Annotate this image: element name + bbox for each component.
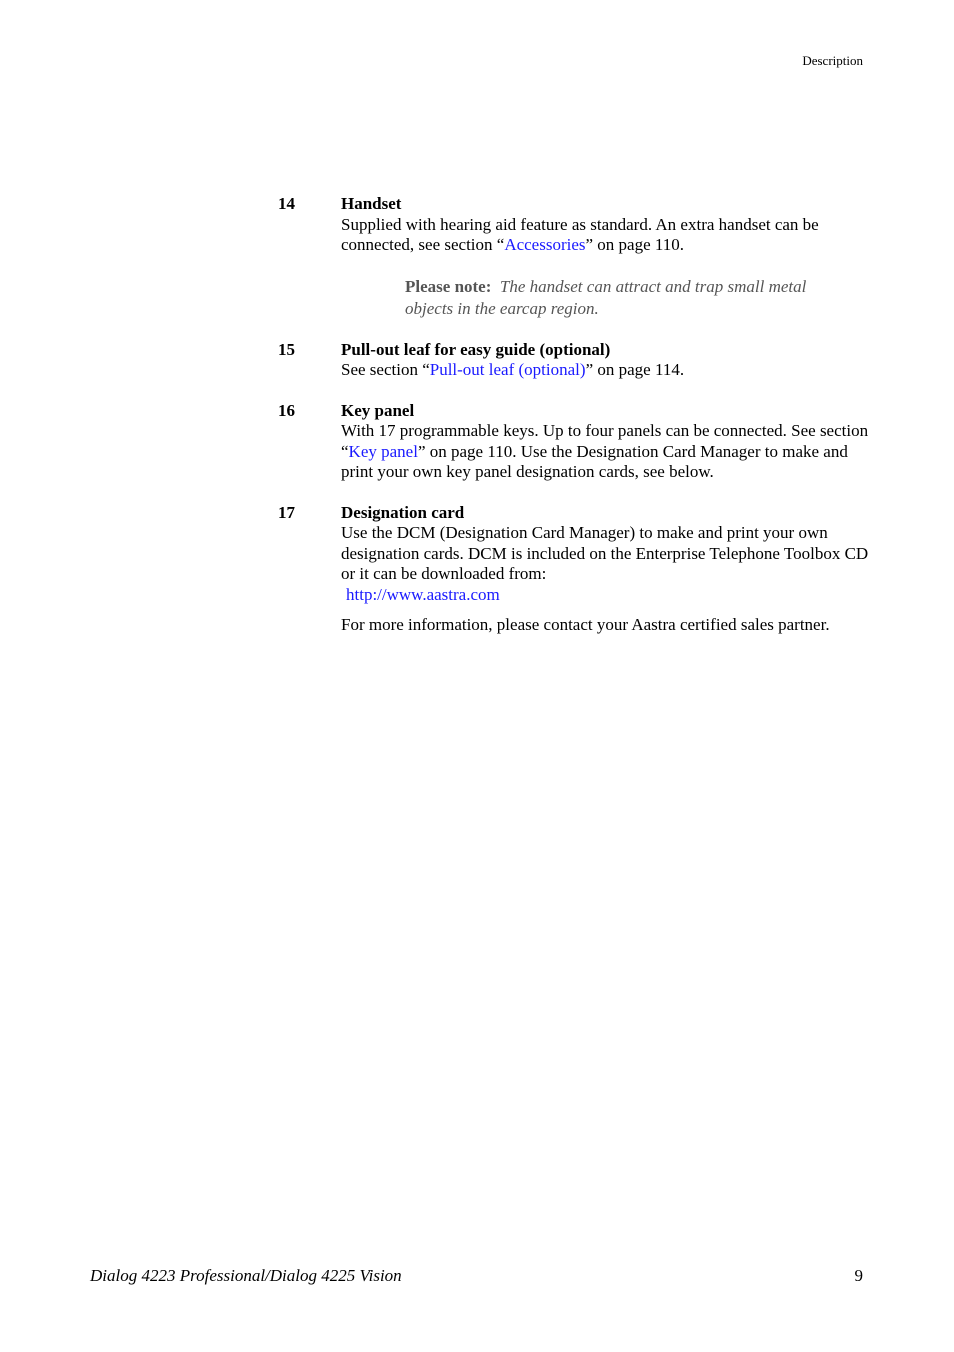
item-title: Designation card bbox=[341, 502, 465, 522]
item-handset bbox=[278, 194, 878, 320]
item-body bbox=[341, 401, 878, 483]
accessories-link[interactable]: Accessories bbox=[504, 235, 586, 254]
item-pull-out-leaf bbox=[278, 340, 878, 381]
note-block bbox=[405, 276, 845, 320]
item-body bbox=[341, 194, 878, 320]
item-text-before: See section “ bbox=[341, 360, 430, 379]
item-text-after: ” on page 114. bbox=[585, 360, 685, 379]
item-list bbox=[278, 194, 878, 656]
item-key-panel bbox=[278, 401, 878, 483]
item-body bbox=[341, 503, 878, 636]
item-description bbox=[341, 360, 878, 381]
item-description: Use the DCM (Designation Card Manager) to make and print your own designation cards. DCM is included on the Enterprise Telephone Toolbox CD or it can be downloaded from: bbox=[341, 523, 869, 583]
item-description bbox=[341, 215, 878, 256]
item-text-after: ” on page 110. Use the Designation Card Manager to make and print your own key panel designation cards, see below. bbox=[341, 441, 848, 481]
item-number: 14 bbox=[278, 194, 295, 213]
item-text-after: ” on page 110. bbox=[585, 235, 685, 254]
item-number: 16 bbox=[278, 400, 295, 420]
item-title: Handset bbox=[341, 194, 402, 213]
item-body bbox=[341, 340, 878, 381]
aastra-url-link[interactable]: http://www.aastra.com bbox=[346, 584, 500, 604]
key-panel-link[interactable]: Key panel bbox=[348, 441, 418, 461]
note-text: The handset can attract and trap small metal objects in the earcap region. bbox=[405, 276, 807, 318]
contact-info: For more information, please contact your Aastra certified sales partner. bbox=[341, 615, 830, 634]
item-text-before: Supplied with hearing aid feature as standard. An extra handset can be connected, see section “ bbox=[341, 214, 819, 254]
footer-document-title: Dialog 4223 Professional/Dialog 4225 Vision bbox=[90, 1266, 402, 1285]
section-header: Description bbox=[802, 53, 863, 68]
note-label: Please note: bbox=[405, 276, 492, 296]
item-designation-card bbox=[278, 503, 878, 636]
item-title: Key panel bbox=[341, 400, 415, 420]
item-description bbox=[341, 421, 878, 483]
item-text-before: With 17 programmable keys. Up to four panels can be connected. See section “ bbox=[341, 421, 869, 461]
item-title: Pull-out leaf for easy guide (optional) bbox=[341, 339, 611, 359]
item-number: 15 bbox=[278, 339, 295, 359]
url-line bbox=[341, 585, 878, 606]
item-number: 17 bbox=[278, 502, 295, 522]
pull-out-leaf-link[interactable]: Pull-out leaf (optional) bbox=[429, 360, 586, 379]
page-number: 9 bbox=[854, 1266, 863, 1285]
